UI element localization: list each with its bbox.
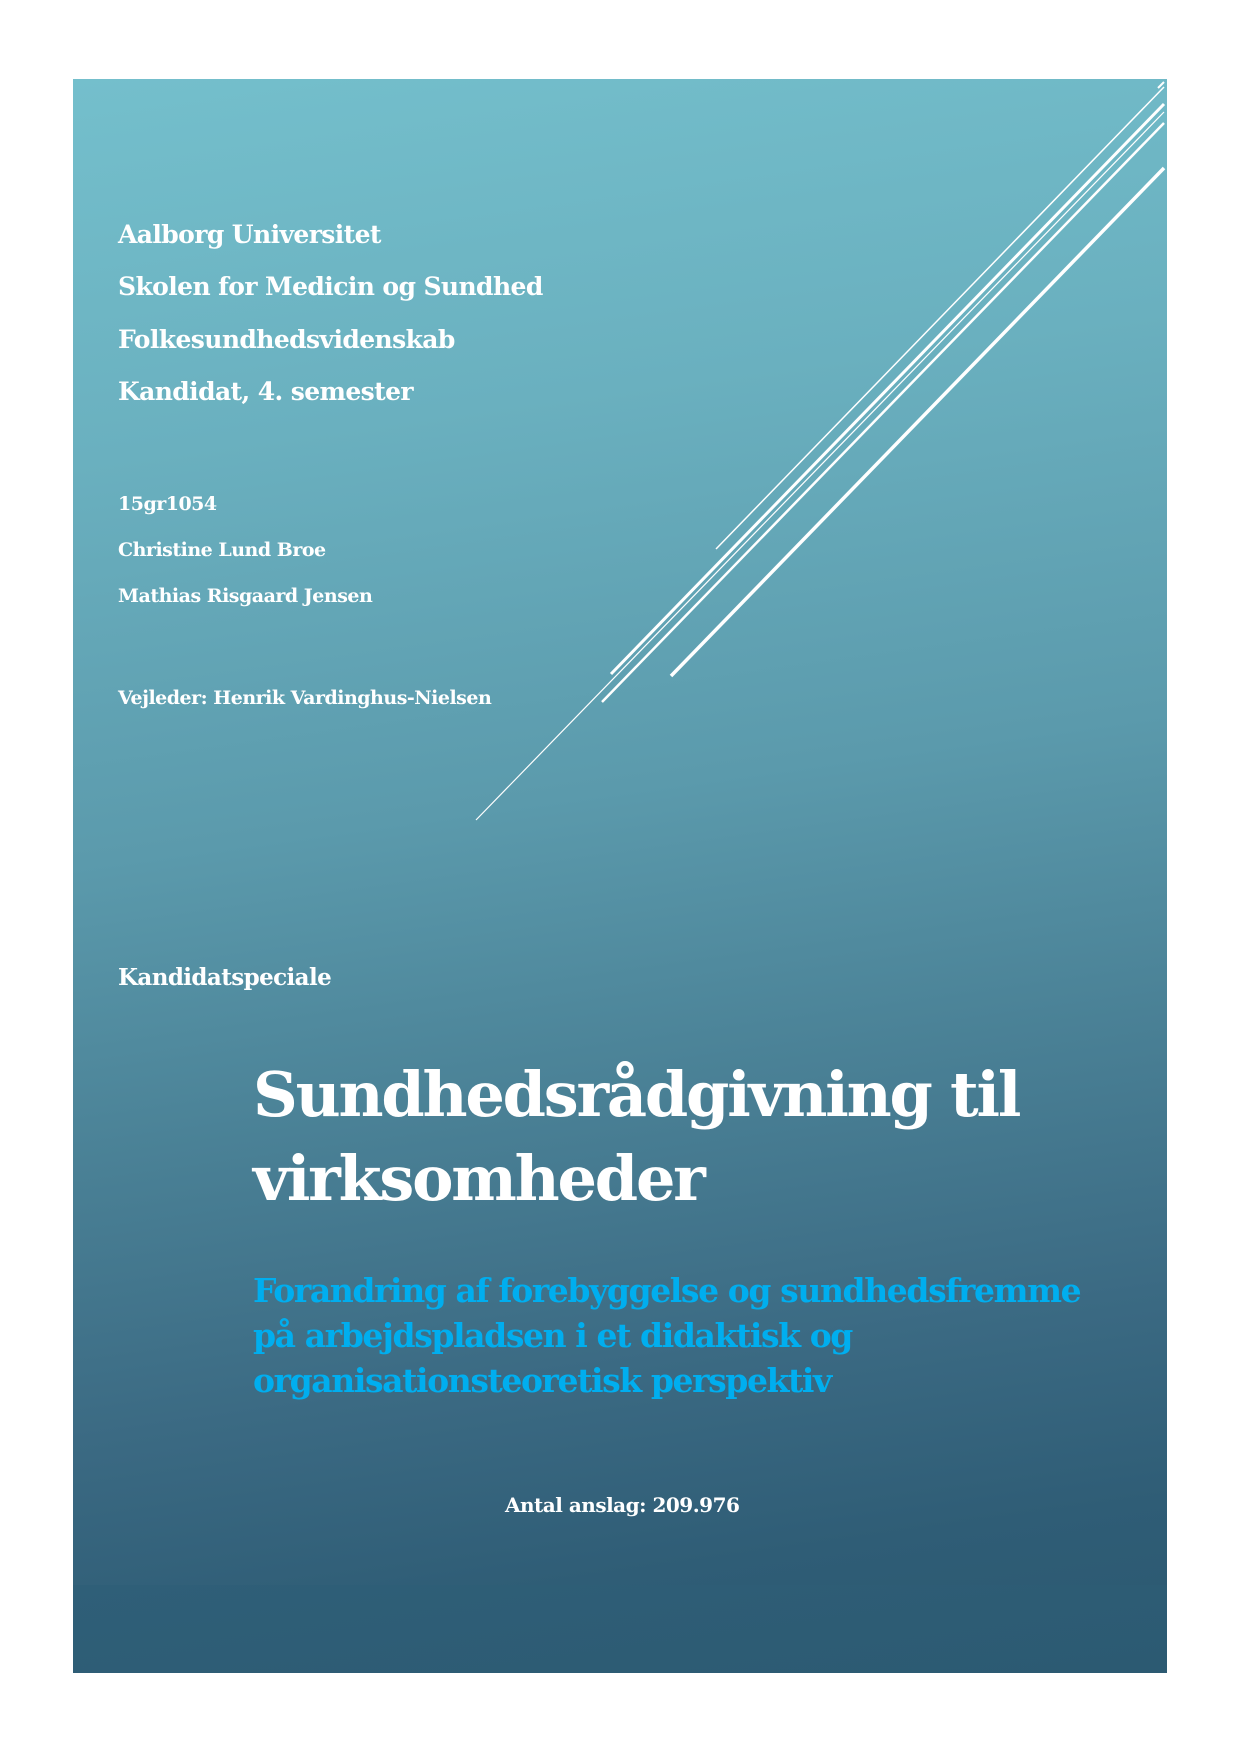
school-name: Skolen for Medicin og Sundhed xyxy=(118,272,543,301)
university-name: Aalborg Universitet xyxy=(118,220,381,249)
subtitle-line-2: på arbejdspladsen i et didaktisk og xyxy=(253,1316,852,1355)
main-title-line-1: Sundhedsrådgivning til xyxy=(253,1058,1020,1131)
semester-level: Kandidat, 4. semester xyxy=(118,377,413,406)
programme-name: Folkesundhedsvidenskab xyxy=(118,325,455,354)
group-id: 15gr1054 xyxy=(118,493,217,515)
subtitle-line-1: Forandring af forebyggelse og sundhedsfremme xyxy=(253,1271,1081,1310)
document-type: Kandidatspeciale xyxy=(118,964,332,991)
cover-page xyxy=(73,79,1167,1673)
subtitle-line-3: organisationsteoretisk perspektiv xyxy=(253,1361,831,1400)
decorative-diagonal-lines xyxy=(73,79,1167,1673)
author-name: Mathias Risgaard Jensen xyxy=(118,585,373,607)
character-count: Antal anslag: 209.976 xyxy=(505,1493,740,1517)
main-title-line-2: virksomheder xyxy=(253,1142,704,1215)
author-name: Christine Lund Broe xyxy=(118,539,326,561)
supervisor: Vejleder: Henrik Vardinghus-Nielsen xyxy=(118,687,492,709)
